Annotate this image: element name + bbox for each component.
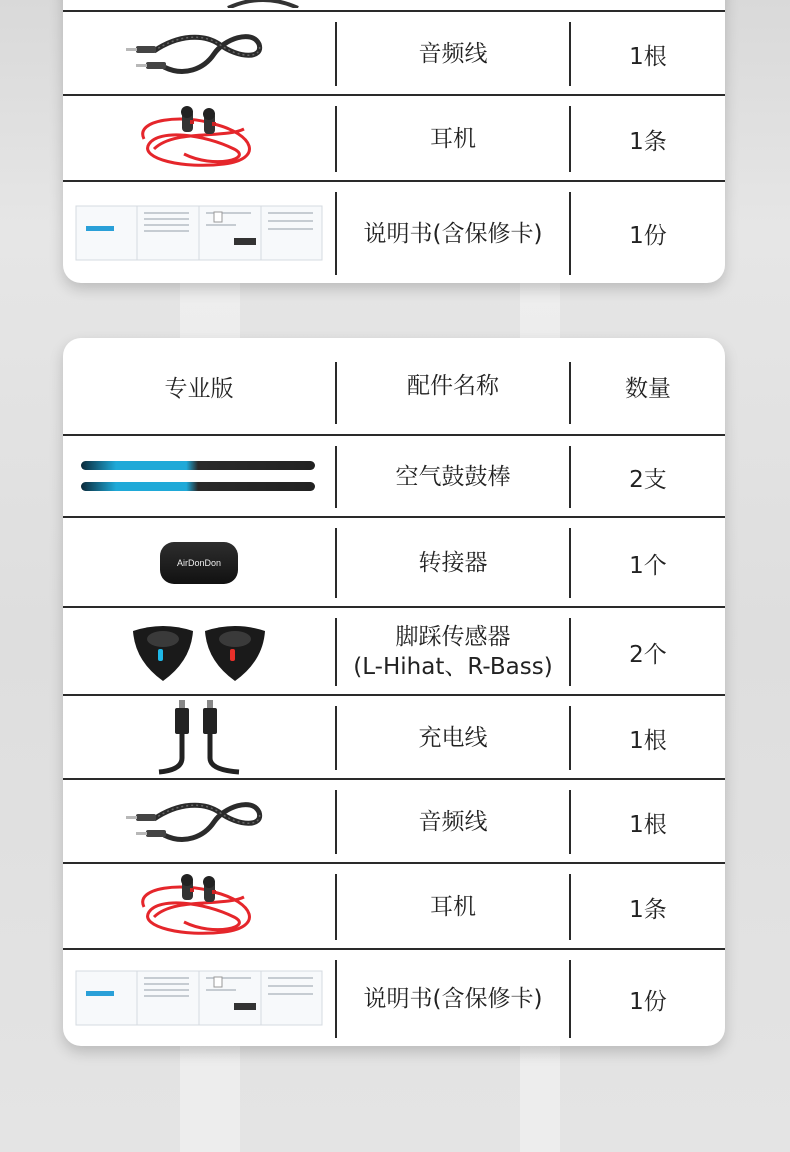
- table-row: [63, 694, 725, 780]
- audio-cable-icon: [63, 12, 335, 96]
- header-version: 专业版: [164, 375, 234, 402]
- item-qty: 2支: [629, 466, 667, 493]
- item-qty: 2个: [629, 641, 667, 668]
- accessory-table-pro: [63, 338, 725, 1046]
- item-qty: 1根: [629, 811, 667, 838]
- item-name: 音频线: [418, 809, 488, 835]
- table-row: [63, 862, 725, 950]
- item-qty: 1根: [629, 727, 667, 754]
- adapter-brand-label: AirDonDon: [160, 542, 238, 584]
- item-qty: 1条: [629, 896, 667, 923]
- item-name-line2: (L-Hihat、R-Bass): [353, 654, 553, 680]
- adapter-icon: [63, 518, 335, 608]
- table-row: [63, 948, 725, 1046]
- item-name: 空气鼓鼓棒: [395, 464, 511, 490]
- item-qty: 1个: [629, 552, 667, 579]
- drumsticks-icon: [63, 436, 335, 518]
- header-qty: 数量: [625, 375, 671, 402]
- item-qty: 1份: [629, 223, 667, 249]
- item-name: 耳机: [430, 894, 476, 920]
- table-row: [63, 10, 725, 96]
- earphones-icon: [63, 96, 335, 182]
- table-row: [63, 94, 725, 182]
- pedal-sensor-icon: [63, 608, 335, 696]
- item-name: 音频线: [418, 41, 488, 67]
- item-name: 说明书(含保修卡): [363, 986, 543, 1012]
- item-qty: 1份: [629, 988, 667, 1015]
- item-name: [337, 608, 569, 696]
- item-name: 说明书(含保修卡): [363, 220, 543, 247]
- table-row: [63, 606, 725, 696]
- table-row: [63, 516, 725, 608]
- audio-cable-icon: [63, 780, 335, 864]
- accessory-table-standard: [63, 0, 725, 283]
- charging-cable-icon: [63, 696, 335, 780]
- manual-icon: [63, 950, 335, 1046]
- item-qty: 1根: [629, 43, 667, 70]
- item-name: 充电线: [418, 725, 488, 751]
- item-name: 转接器: [418, 550, 488, 576]
- item-name: 耳机: [430, 126, 476, 152]
- table-row: [63, 434, 725, 518]
- earphones-icon: [63, 864, 335, 950]
- item-name-line1: 脚踩传感器: [395, 624, 511, 650]
- header-name: 配件名称: [407, 373, 499, 399]
- table-row: [63, 778, 725, 864]
- table-header: [63, 338, 725, 434]
- manual-icon: [63, 182, 335, 283]
- cable-remnant-icon: [223, 0, 303, 8]
- item-qty: 1条: [629, 128, 667, 155]
- table-row: [63, 180, 725, 283]
